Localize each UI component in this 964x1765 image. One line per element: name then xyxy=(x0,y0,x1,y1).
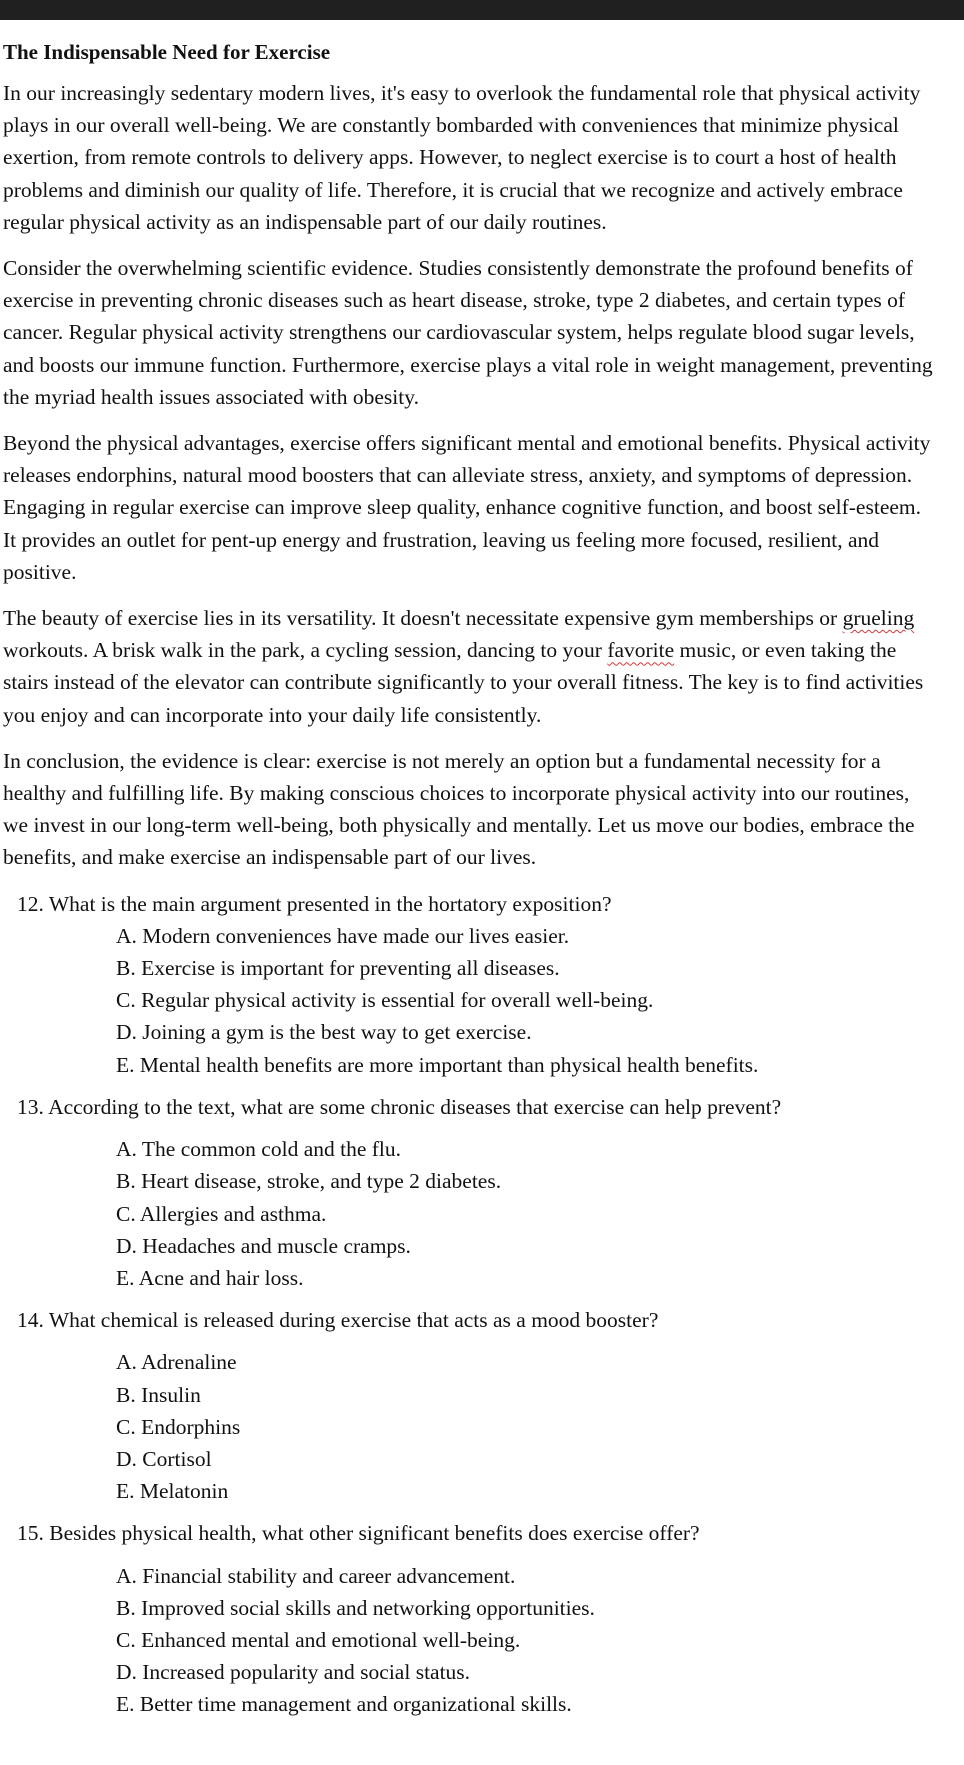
option-a: A. Financial stability and career advancement. xyxy=(116,1563,516,1588)
option-d: D. Headaches and muscle cramps. xyxy=(116,1233,411,1258)
question-text: 14. What chemical is released during exercise that acts as a mood booster? xyxy=(17,1308,659,1333)
option-b: B. Improved social skills and networking opportunities. xyxy=(116,1595,595,1620)
paragraph-4 xyxy=(3,602,933,731)
paragraph-4-part-1: The beauty of exercise lies in its versatility. It doesn't necessitate expensive gym memberships or xyxy=(3,606,843,631)
document-body xyxy=(3,36,933,1721)
option-c: C. Enhanced mental and emotional well-being. xyxy=(116,1627,521,1652)
option-c: C. Regular physical activity is essential for overall well-being. xyxy=(116,988,654,1013)
option-a: A. Adrenaline xyxy=(116,1350,237,1375)
question-15 xyxy=(3,1517,933,1720)
question-text: 15. Besides physical health, what other significant benefits does exercise offer? xyxy=(17,1521,700,1546)
option-e: E. Mental health benefits are more important than physical health benefits. xyxy=(116,1052,759,1077)
option-c: C. Endorphins xyxy=(116,1414,241,1439)
misspelled-word-grueling[interactable]: grueling xyxy=(842,606,915,631)
paragraph-1: In our increasingly sedentary modern lives, it's easy to overlook the fundamental role that physical activity plays in our overall well-being. We are constantly bombarded with conveniences that minimize physical exertion, from remote controls to delivery apps. However, to neglect exercise is to court a host of health problems and diminish our quality of life. Therefore, it is crucial that we recognize and actively embrace regular physical activity as an indispensable part of our daily routines. xyxy=(3,81,921,234)
misspelled-word-favorite[interactable]: favorite xyxy=(607,638,675,663)
option-d: D. Joining a gym is the best way to get exercise. xyxy=(116,1020,532,1045)
option-e: E. Better time management and organizational skills. xyxy=(116,1692,572,1717)
question-13 xyxy=(3,1091,933,1294)
option-a: A. Modern conveniences have made our lives easier. xyxy=(116,923,570,948)
option-b: B. Exercise is important for preventing all diseases. xyxy=(116,956,560,981)
answer-options xyxy=(17,1346,933,1507)
answer-options xyxy=(17,1133,933,1294)
paragraph-4-part-3: music, or even taking the stairs instead of the elevator can contribute significantly to your overall fitness. The key is to find activities you enjoy and can incorporate into your daily life consistently. xyxy=(3,638,924,727)
answer-options xyxy=(17,920,933,1081)
paragraph-4-part-2: workouts. A brisk walk in the park, a cycling session, dancing to your xyxy=(3,638,608,663)
paragraph-5: In conclusion, the evidence is clear: exercise is not merely an option but a fundamental necessity for a healthy and fulfilling life. By making conscious choices to incorporate physical activity into our routines, we invest in our long-term well-being, both physically and mentally. Let us move our bodies, embrace the benefits, and make exercise an indispensable part of our lives. xyxy=(3,748,915,870)
option-b: B. Heart disease, stroke, and type 2 diabetes. xyxy=(116,1169,502,1194)
answer-options xyxy=(17,1560,933,1721)
document-title: The Indispensable Need for Exercise xyxy=(3,40,331,64)
question-text: 12. What is the main argument presented in the hortatory exposition? xyxy=(17,891,612,916)
window-top-bar xyxy=(0,0,964,20)
question-text: 13. According to the text, what are some chronic diseases that exercise can help prevent? xyxy=(17,1094,782,1119)
option-c: C. Allergies and asthma. xyxy=(116,1201,327,1226)
paragraph-2: Consider the overwhelming scientific evidence. Studies consistently demonstrate the profound benefits of exercise in preventing chronic diseases such as heart disease, stroke, type 2 diabetes, and certain types of cancer. Regular physical activity strengthens our cardiovascular system, helps regulate blood sugar levels, and boosts our immune function. Furthermore, exercise plays a vital role in weight management, preventing the myriad health issues associated with obesity. xyxy=(3,256,933,409)
question-12 xyxy=(3,888,933,1081)
option-a: A. The common cold and the flu. xyxy=(116,1137,402,1162)
option-b: B. Insulin xyxy=(116,1382,201,1407)
option-d: D. Cortisol xyxy=(116,1446,212,1471)
option-e: E. Acne and hair loss. xyxy=(116,1265,304,1290)
option-e: E. Melatonin xyxy=(116,1479,229,1504)
question-14 xyxy=(3,1304,933,1507)
option-d: D. Increased popularity and social status. xyxy=(116,1660,471,1685)
paragraph-3: Beyond the physical advantages, exercise offers significant mental and emotional benefits. Physical activity releases endorphins, natural mood boosters that can alleviate stress, anxiety, and symptoms of depression. Engaging in regular exercise can improve sleep quality, enhance cognitive function, and boost self-esteem. It provides an outlet for pent-up energy and frustration, leaving us feeling more focused, resilient, and positive. xyxy=(3,431,931,584)
